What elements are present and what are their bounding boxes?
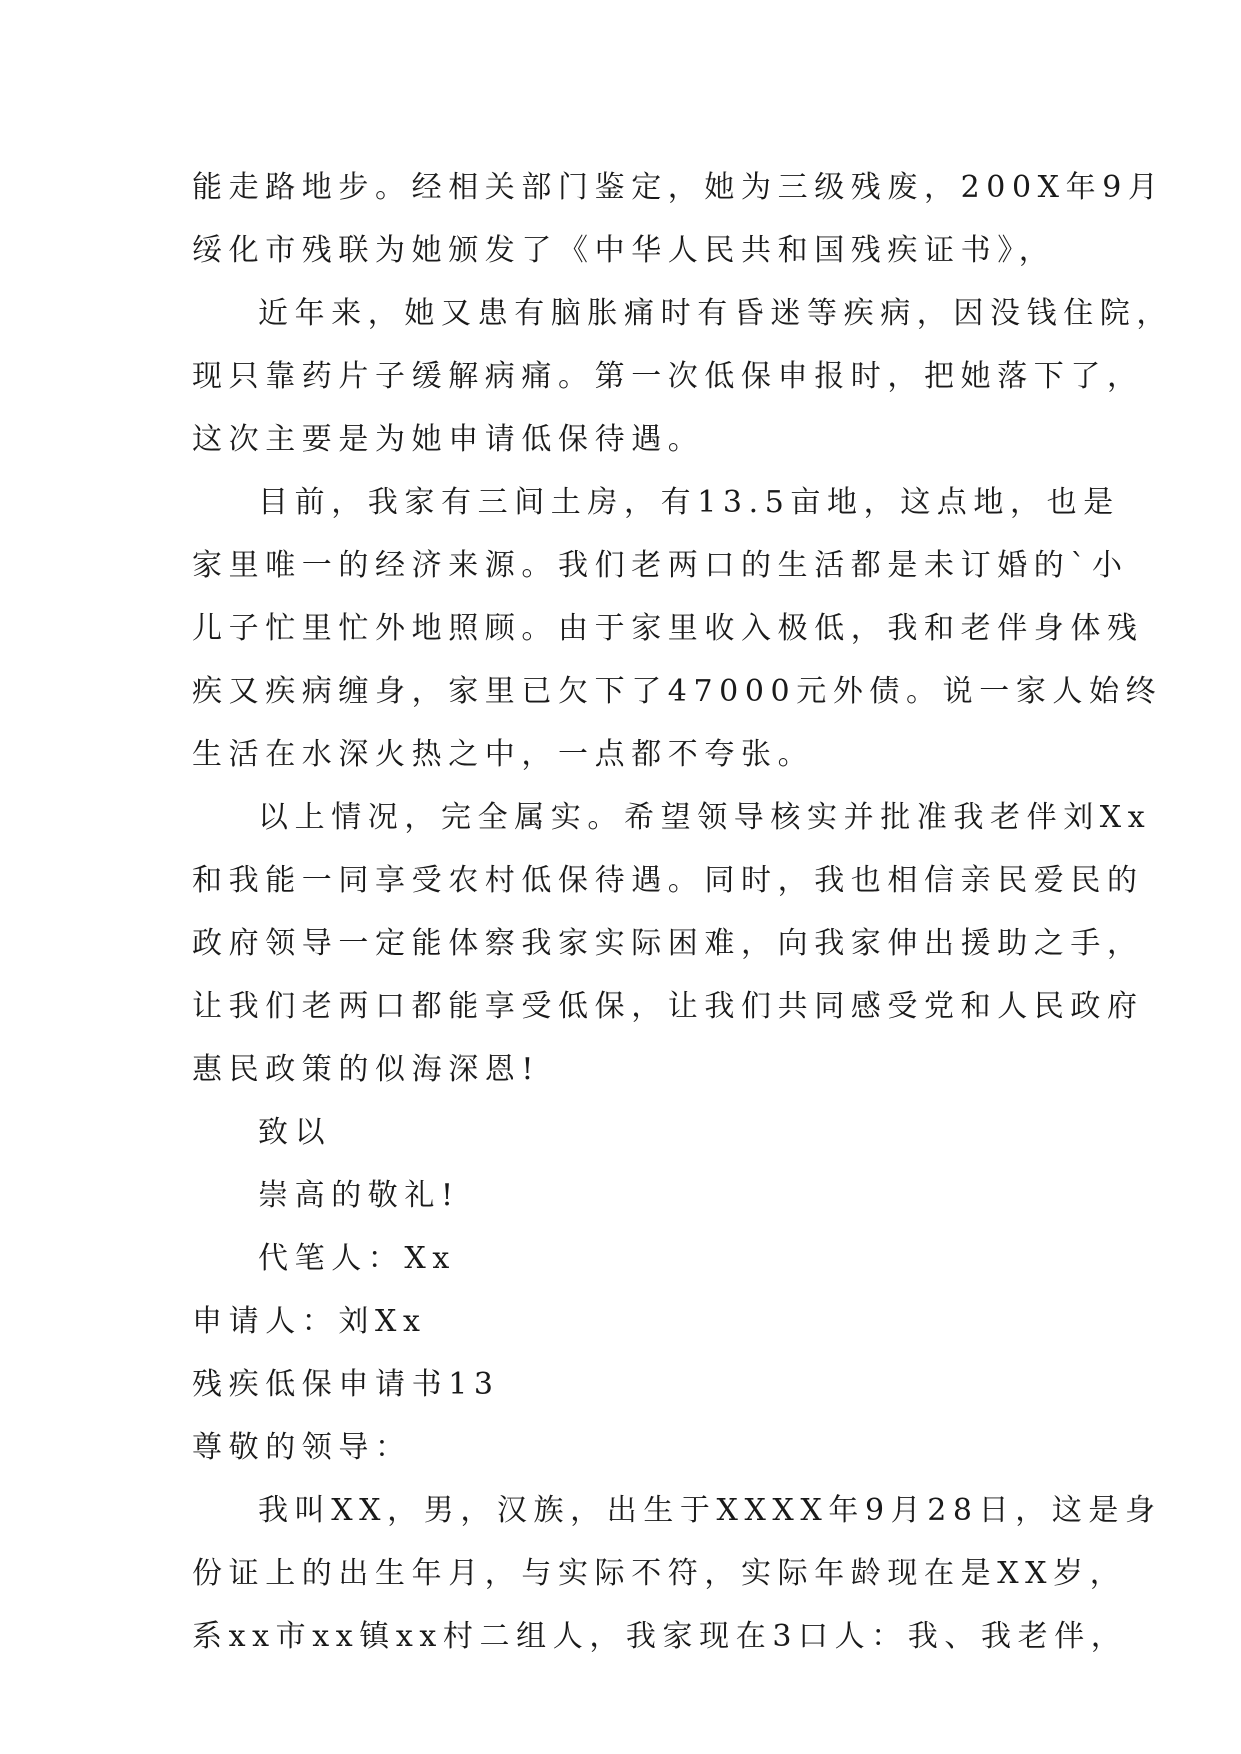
text-line: 系xx市xx镇xx村二组人，我家现在3口人：我、我老伴，: [192, 1619, 1128, 1654]
text-line: 和我能一同享受农村低保待遇。同时，我也相信亲民爱民的: [192, 863, 1144, 898]
writer-signature: 代笔人：Xx: [258, 1241, 456, 1276]
paragraph-start-line: 我叫XX，男，汉族，出生于XXXX年9月28日，这是身: [258, 1493, 1162, 1528]
text-line: 家里唯一的经济来源。我们老两口的生活都是未订婚的`小: [192, 548, 1129, 583]
text-line: 疾又疾病缠身，家里已欠下了47000元外债。说一家人始终: [192, 674, 1163, 709]
section-title: 残疾低保申请书13: [192, 1367, 500, 1402]
paragraph-start-line: 目前，我家有三间土房，有13.5亩地，这点地，也是: [258, 485, 1120, 520]
applicant-signature: 申请人：刘Xx: [192, 1304, 427, 1339]
greeting: 尊敬的领导：: [192, 1430, 412, 1465]
closing-salutation: 崇高的敬礼!: [258, 1178, 460, 1213]
paragraph-start-line: 以上情况，完全属实。希望领导核实并批准我老伴刘Xx: [258, 800, 1152, 835]
text-line: 绥化市残联为她颁发了《中华人民共和国残疾证书》，: [192, 233, 1056, 268]
text-line: 儿子忙里忙外地照顾。由于家里收入极低，我和老伴身体残: [192, 611, 1144, 646]
text-line: 生活在水深火热之中，一点都不夸张。: [192, 737, 815, 772]
text-line: 份证上的出生年月，与实际不符，实际年龄现在是XX岁，: [192, 1556, 1127, 1591]
text-line: 现只靠药片子缓解病痛。第一次低保申报时，把她落下了，: [192, 359, 1144, 394]
text-line: 能走路地步。经相关部门鉴定，她为三级残废，200X年9月: [192, 170, 1165, 205]
text-line: 让我们老两口都能享受低保，让我们共同感受党和人民政府: [192, 989, 1144, 1024]
document-body: [192, 156, 1173, 1668]
text-line: 惠民政策的似海深恩!: [192, 1052, 541, 1087]
paragraph-start-line: 近年来，她又患有脑胀痛时有昏迷等疾病，因没钱住院，: [258, 296, 1173, 331]
text-line: 政府领导一定能体察我家实际困难，向我家伸出援助之手，: [192, 926, 1144, 961]
text-line: 这次主要是为她申请低保待遇。: [192, 422, 705, 457]
closing-salutation: 致以: [258, 1115, 332, 1150]
